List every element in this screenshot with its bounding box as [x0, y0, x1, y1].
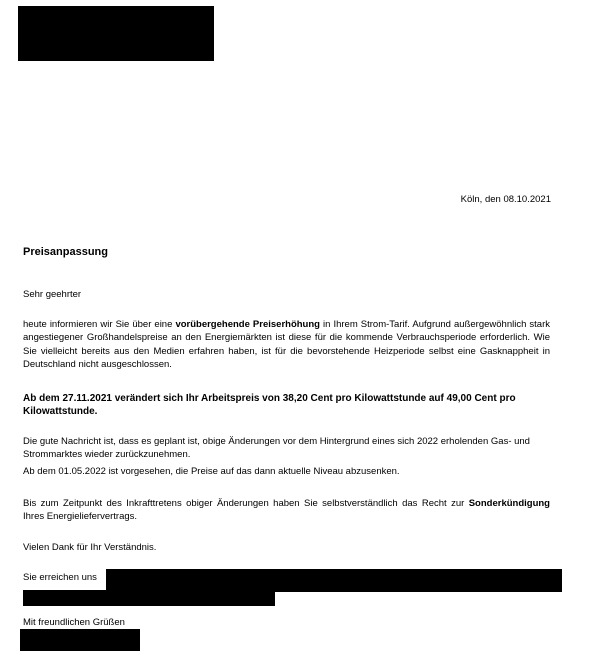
termination-pre: Bis zum Zeitpunkt des Inkrafttretens obiger Änderungen haben Sie selbstverständlich das Recht zur	[23, 498, 469, 509]
termination-bold: Sonderkündigung	[468, 498, 550, 509]
paragraph-intro-bold: vorübergehende Preiserhöhung	[175, 319, 320, 330]
salutation: Sehr geehrter	[23, 289, 82, 300]
paragraph-price-reduction: Ab dem 01.05.2022 ist vorgesehen, die Preise auf das dann aktuelle Niveau abzusenken.	[23, 466, 400, 477]
paragraph-intro-post: in Ihrem Strom-Tarif. Aufgrund außergewöhnlich stark angestiegener Großhandelspreise an den Energiemärkten ist diese für die kommende Verbrauchsperiode erforderlich. Wie Sie vielleicht bereits aus den Medien erfahren haben, ist für die bevorstehende Heizperiode selbst eine Gasknappheit in Deutschland nicht ausgeschlossen.	[23, 319, 550, 370]
redacted-contact-line1	[106, 569, 562, 592]
redacted-signature	[20, 629, 140, 651]
paragraph-intro	[23, 318, 550, 371]
thanks-line: Vielen Dank für Ihr Verständnis.	[23, 542, 157, 553]
contact-prefix: Sie erreichen uns	[23, 572, 97, 583]
paragraph-termination-right	[23, 497, 550, 524]
closing-line: Mit freundlichen Grüßen	[23, 617, 125, 628]
place-date: Köln, den 08.10.2021	[460, 194, 551, 205]
redacted-contact-line2	[23, 590, 275, 606]
termination-post: Ihres Energieliefervertrags.	[23, 511, 138, 523]
redacted-logo	[18, 6, 214, 61]
paragraph-good-news: Die gute Nachricht ist, dass es geplant ist, obige Änderungen vor dem Hintergrund eines sich 2022 erholenden Gas- und Strommarktes wieder zurückzunehmen.	[23, 436, 530, 461]
subject-heading: Preisanpassung	[23, 246, 108, 258]
paragraph-intro-pre: heute informieren wir Sie über eine	[23, 319, 176, 330]
price-change-notice: Ab dem 27.11.2021 verändert sich Ihr Arbeitspreis von 38,20 Cent pro Kilowattstunde auf 49,00 Cent pro Kilowattstunde.	[23, 393, 516, 418]
